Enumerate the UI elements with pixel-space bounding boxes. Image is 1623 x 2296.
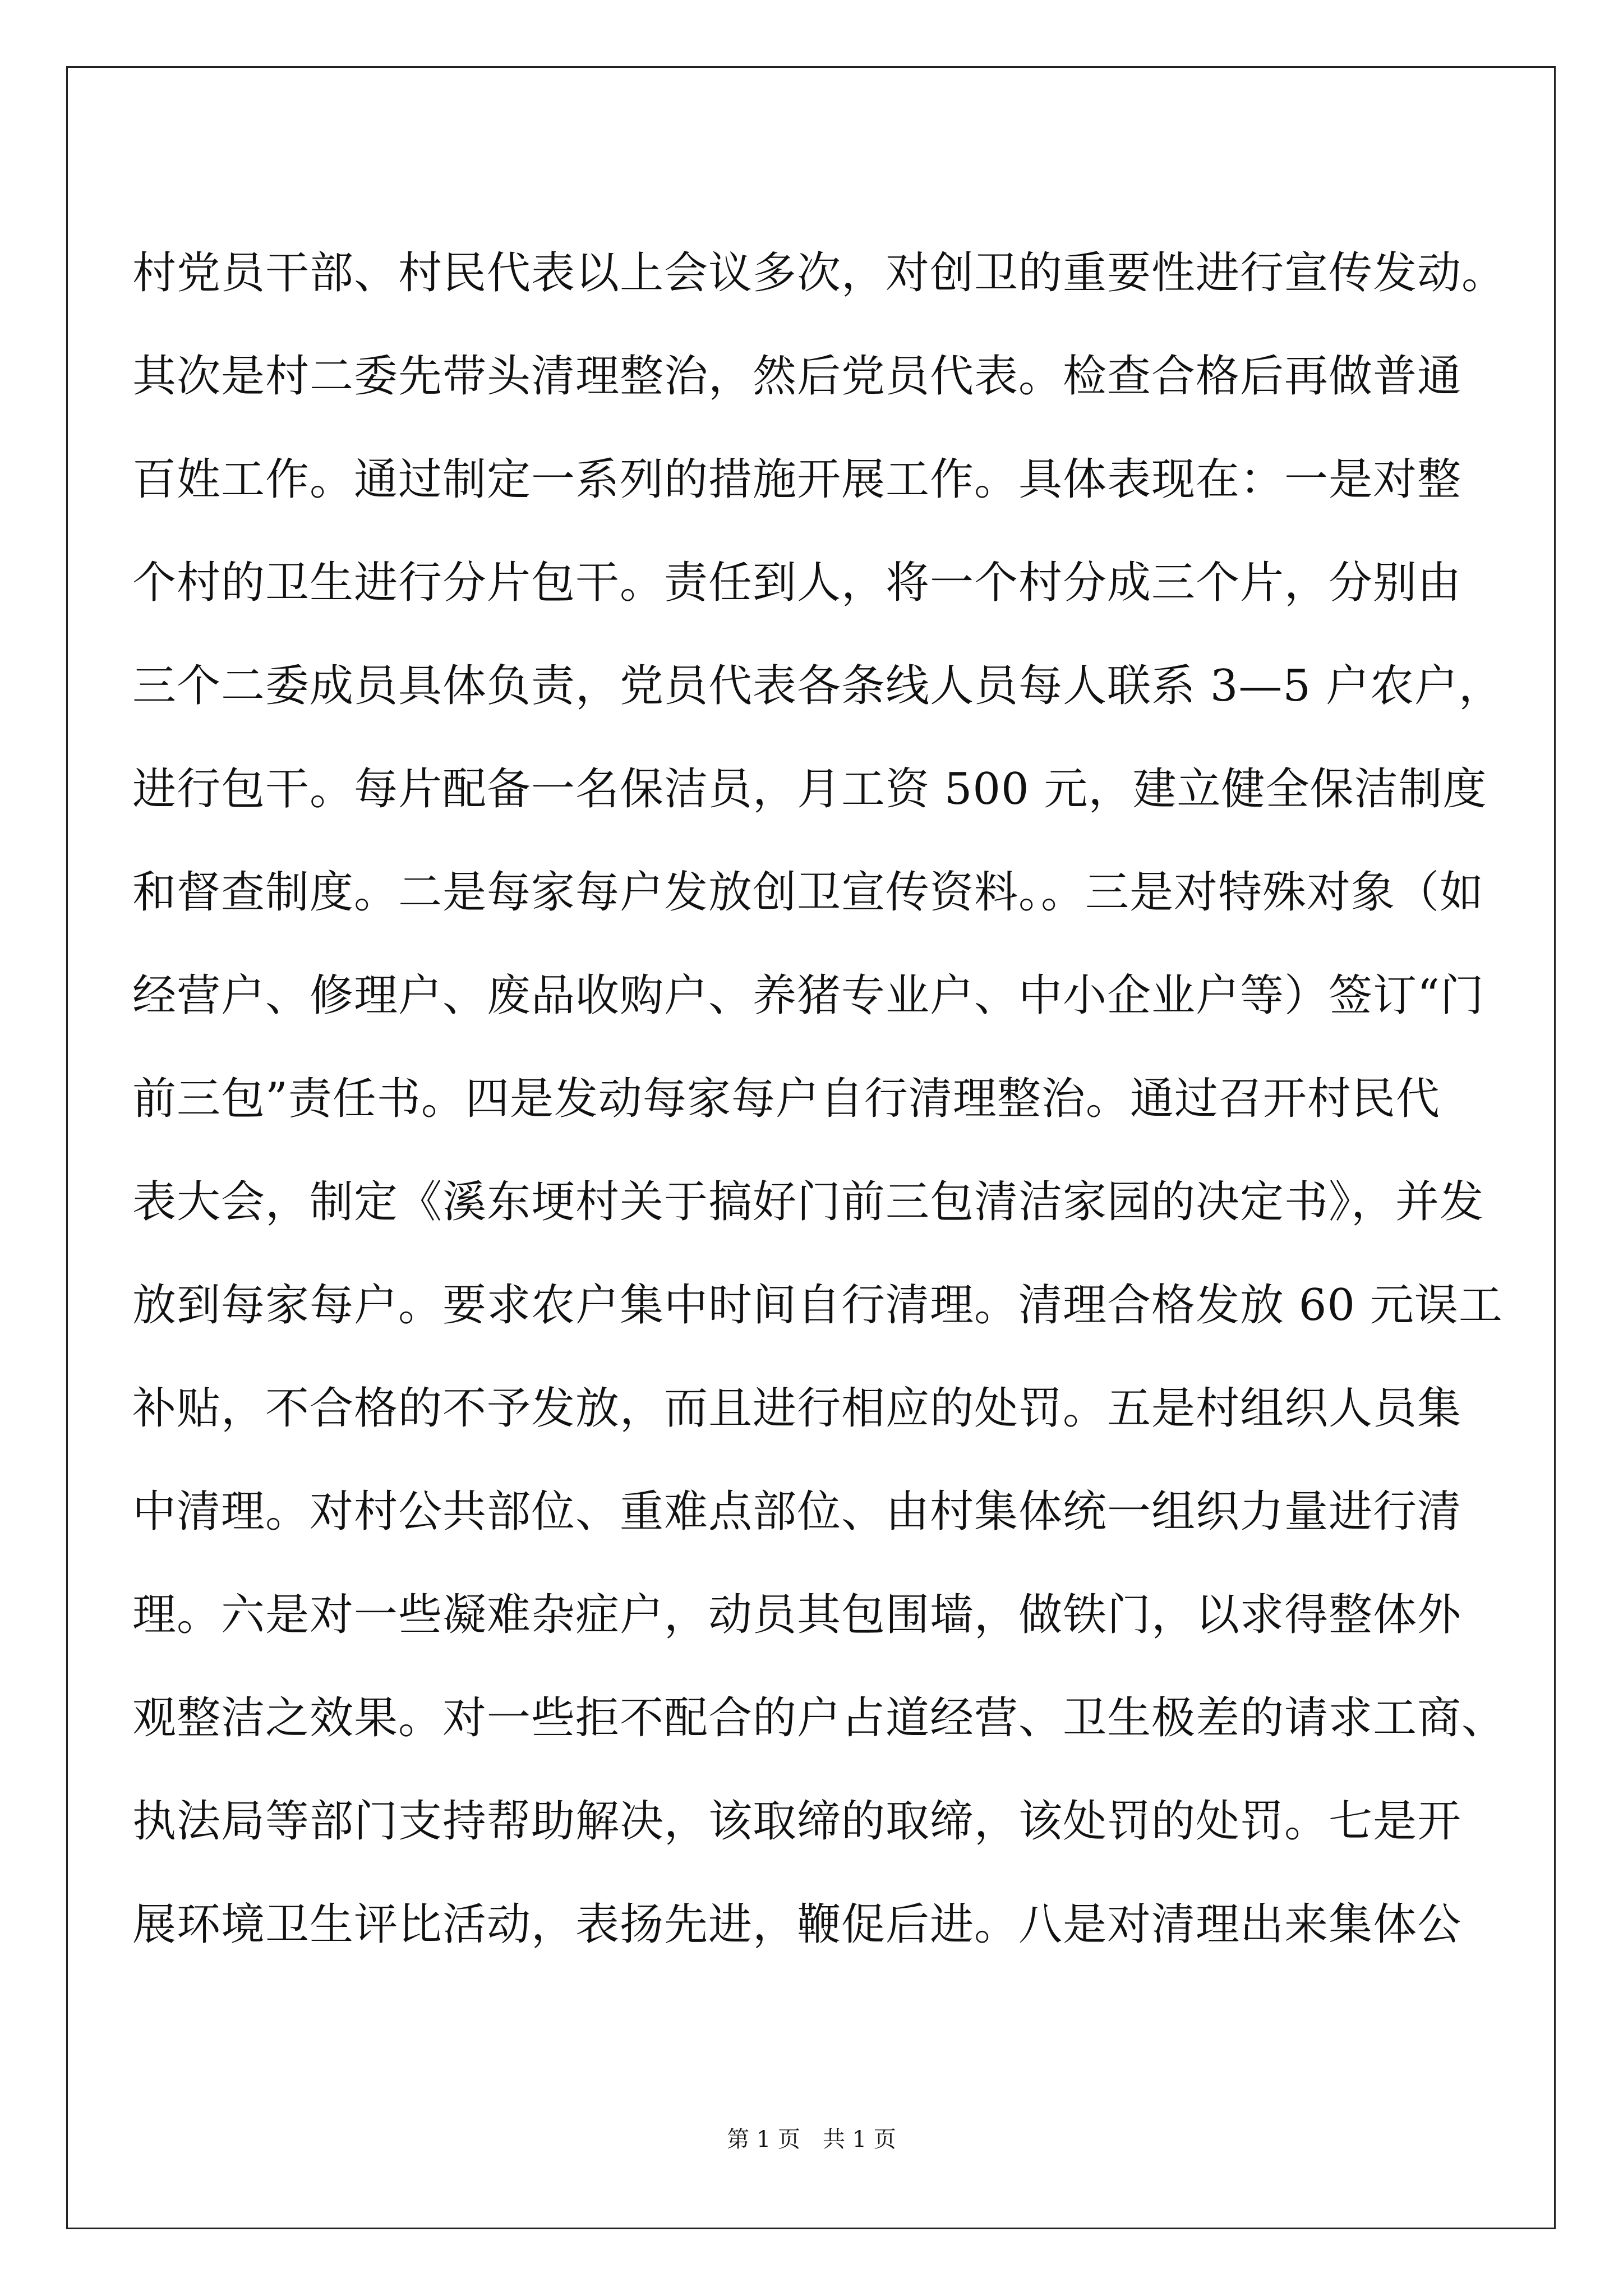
text-line: 经营户、修理户、废品收购户、养猪专业户、中小企业户等）签订“门 [132, 970, 1484, 1021]
text-line: 中清理。对村公共部位、重难点部位、由村集体统一组织力量进行清 [132, 1487, 1462, 1537]
text-line: 观整洁之效果。对一些拒不配合的户占道经营、卫生极差的请求工商、 [132, 1693, 1506, 1743]
text-line: 执法局等部门支持帮助解决，该取缔的取缔，该处罚的处罚。七是开 [132, 1796, 1462, 1847]
text-line: 补贴，不合格的不予发放，而且进行相应的处罚。五是村组织人员集 [132, 1383, 1462, 1434]
text-line: 三个二委成员具体负责，党员代表各条线人员每人联系 3—5 户农户， [132, 661, 1503, 711]
text-line: 表大会，制定《溪东埂村关于搞好门前三包清洁家园的决定书》，并发 [132, 1177, 1484, 1227]
text-line: 理。六是对一些凝难杂症户，动员其包围墙，做铁门，以求得整体外 [132, 1590, 1462, 1640]
text-line: 百姓工作。通过制定一系列的措施开展工作。具体表现在：一是对整 [132, 454, 1462, 505]
text-line: 放到每家每户。要求农户集中时间自行清理。清理合格发放 60 元误工 [132, 1280, 1503, 1331]
document-body [132, 222, 1506, 1976]
page-number-footer: 第 1 页 共 1 页 [727, 2127, 896, 2152]
text-line: 展环境卫生评比活动，表扬先进，鞭促后进。八是对清理出来集体公 [132, 1899, 1462, 1950]
text-line: 进行包干。每片配备一名保洁员，月工资 500 元，建立健全保洁制度 [132, 764, 1487, 815]
text-line: 村党员干部、村民代表以上会议多次，对创卫的重要性进行宣传发动。 [132, 248, 1506, 298]
text-line: 其次是村二委先带头清理整治，然后党员代表。检查合格后再做普通 [132, 351, 1462, 402]
text-line: 前三包”责任书。四是发动每家每户自行清理整治。通过召开村民代 [132, 1074, 1440, 1124]
text-line: 个村的卫生进行分片包干。责任到人，将一个村分成三个片，分别由 [132, 558, 1462, 608]
text-line: 和督查制度。二是每家每户发放创卫宣传资料。。三是对特殊对象（如 [132, 867, 1484, 918]
